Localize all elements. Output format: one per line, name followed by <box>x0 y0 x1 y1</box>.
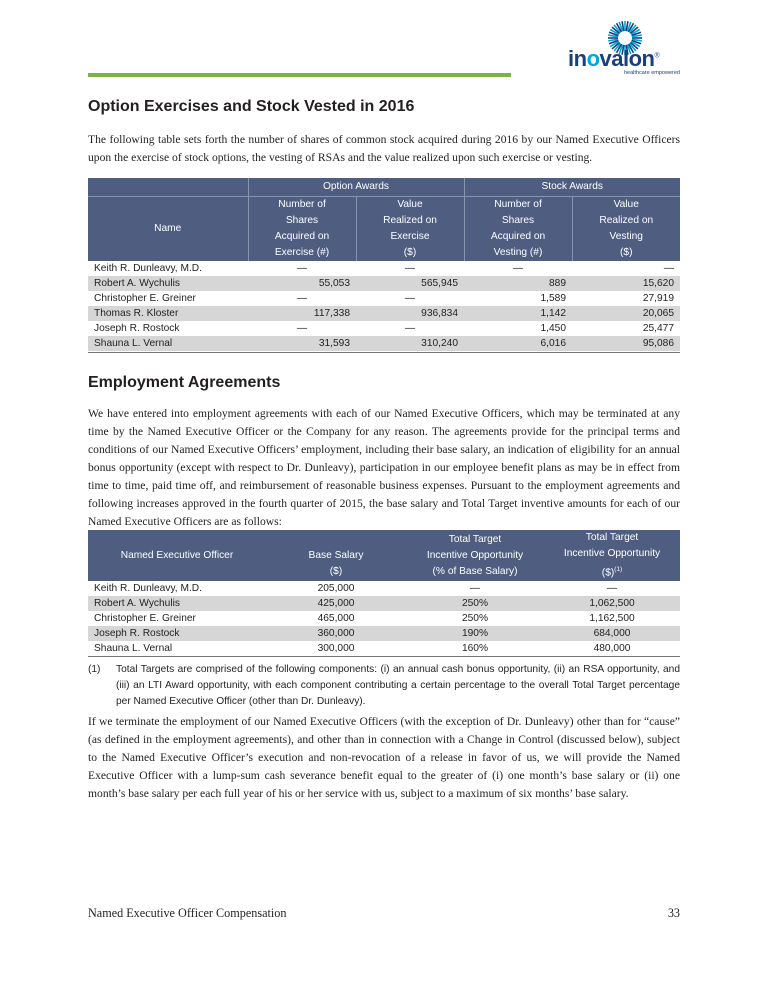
option-exercises-table <box>88 178 680 351</box>
option-value-cell: 565,945 <box>356 276 464 291</box>
footer-section-name: Named Executive Officer Compensation <box>88 906 287 920</box>
table-row <box>88 626 680 641</box>
option-shares-cell: — <box>296 262 308 274</box>
table-row <box>88 321 680 336</box>
option-value-cell: 310,240 <box>356 336 464 351</box>
option-value-cell: — <box>404 262 416 274</box>
col-header-stock-value: Value Realized on Vesting ($) <box>572 196 680 261</box>
col-header-base-salary: Base Salary ($) <box>266 530 406 581</box>
col-header-option-value: Value Realized on Exercise ($) <box>356 196 464 261</box>
stock-value-cell: 20,065 <box>572 306 680 321</box>
stock-shares-cell: 1,142 <box>464 306 572 321</box>
header-spacer <box>88 178 248 196</box>
stock-shares-cell: — <box>512 262 524 274</box>
option-shares-cell: — <box>296 322 308 334</box>
table1-bottom-rule <box>88 352 680 353</box>
target-pct-cell: 250% <box>406 596 544 611</box>
stock-value-cell: 15,620 <box>572 276 680 291</box>
header-green-bar <box>88 73 511 77</box>
inovalon-wordmark: inovalon® <box>568 46 660 71</box>
stock-shares-cell: 6,016 <box>464 336 572 351</box>
stock-value-cell: — <box>663 262 674 274</box>
base-salary-cell: 465,000 <box>317 613 355 625</box>
officer-name: Shauna L. Vernal <box>94 643 173 655</box>
section-title-employment-agreements: Employment Agreements <box>88 374 281 391</box>
stock-value-cell: 95,086 <box>572 336 680 351</box>
target-amount-cell: 1,162,500 <box>589 613 635 625</box>
officer-name: Joseph R. Rostock <box>94 322 180 334</box>
footnote-number: (1) <box>88 664 101 675</box>
officer-name: Shauna L. Vernal <box>88 336 248 351</box>
col-header-option-shares: Number of Shares Acquired on Exercise (#) <box>248 196 356 261</box>
table-row <box>88 291 680 306</box>
table-row <box>88 261 680 276</box>
option-shares-cell: 117,338 <box>248 306 356 321</box>
base-salary-cell: 360,000 <box>266 626 406 641</box>
base-salary-cell: 205,000 <box>317 583 355 595</box>
col-header-target-pct: Total Target Incentive Opportunity (% of Base Salary) <box>406 530 544 581</box>
table-row <box>88 306 680 321</box>
base-salary-table <box>88 530 680 656</box>
officer-name: Joseph R. Rostock <box>88 626 266 641</box>
target-amount-cell: — <box>606 583 618 595</box>
target-pct-cell: 160% <box>461 643 489 655</box>
base-salary-cell: 300,000 <box>317 643 355 655</box>
target-amount-cell: 684,000 <box>544 626 680 641</box>
col-header-target-amount: Total Target Incentive Opportunity ($)$^{(1)}$ <box>544 530 680 581</box>
table-row <box>88 596 680 611</box>
page-number: 33 <box>667 906 680 920</box>
option-shares-cell: 55,053 <box>248 276 356 291</box>
group-header-option-awards: Option Awards <box>248 178 464 196</box>
officer-name: Christopher E. Greiner <box>94 613 196 625</box>
option-value-cell: — <box>404 322 416 334</box>
stock-value-cell: 27,919 <box>642 292 674 304</box>
intro-paragraph: The following table sets forth the number of shares of common stock acquired during 2016 by our Named Executive Officers upon the exercise of stock options, the vesting of RSAs and the value realized upon such exercise or vesting. <box>88 133 680 164</box>
stock-value-cell: 25,477 <box>642 322 674 334</box>
stock-shares-cell: 1,450 <box>540 322 566 334</box>
target-amount-cell: 480,000 <box>593 643 631 655</box>
option-shares-cell: 31,593 <box>248 336 356 351</box>
option-value-cell: 936,834 <box>356 306 464 321</box>
col-header-officer: Named Executive Officer <box>88 530 266 581</box>
employment-paragraph: We have entered into employment agreements with each of our Named Executive Officers, which may be terminated at any time by the Named Executive Officer or the Company for any reason. The agreements provide for the principal terms and conditions of our Named Executive Officers’ employment, including their base salary, an indication of eligibility for an annual bonus opportunity (except with respect to Dr. Dunleavy), participation in our employee benefit plans as may be in effect from time to time, paid time off, and reimbursement of reasonable business expenses. Pursuant to the employment agreements and following increases approved in the fourth quarter of 2015, the base salary and Total Target inventive amounts for each of our Named Executive Officers are as follows: <box>88 407 680 528</box>
base-salary-cell: 425,000 <box>266 596 406 611</box>
officer-name: Christopher E. Greiner <box>94 292 196 304</box>
target-amount-cell: 1,062,500 <box>544 596 680 611</box>
target-pct-cell: 190% <box>406 626 544 641</box>
col-header-stock-shares: Number of Shares Acquired on Vesting (#) <box>464 196 572 261</box>
officer-name: Thomas R. Kloster <box>88 306 248 321</box>
severance-paragraph: If we terminate the employment of our Named Executive Officers (with the exception of Dr. Dunleavy) other than for “cause” (as defined in the employment agreements), and other than in connection with a Change in Control (discussed below), subject to the Named Executive Officer’s execution and non-revocation of a release in favor of us, we will provide the Named Executive Officer with a lump-sum cash severance benefit equal to the greater of (i) one month’s base salary or (ii) one month’s base salary per each full year of his or her service with us, subject to a maximum of six months’ base salary. <box>88 715 680 800</box>
table-row <box>88 276 680 291</box>
table-row <box>88 641 680 656</box>
table-row <box>88 611 680 626</box>
table-row <box>88 581 680 596</box>
stock-shares-cell: 1,589 <box>540 292 566 304</box>
col-header-name: Name <box>88 196 248 261</box>
target-pct-cell: — <box>469 583 481 595</box>
footnote <box>88 662 680 710</box>
table2-bottom-rule <box>88 656 680 657</box>
officer-name: Robert A. Wychulis <box>88 596 266 611</box>
section-title-option-exercises: Option Exercises and Stock Vested in 2016 <box>88 98 415 115</box>
officer-name: Keith R. Dunleavy, M.D. <box>94 262 202 274</box>
stock-shares-cell: 889 <box>464 276 572 291</box>
officer-name: Keith R. Dunleavy, M.D. <box>94 583 202 595</box>
option-value-cell: — <box>404 292 416 304</box>
group-header-stock-awards: Stock Awards <box>464 178 680 196</box>
table-row <box>88 336 680 351</box>
footnote-text: Total Targets are comprised of the following components: (i) an annual cash bonus opportunity, (ii) an RSA opportunity, and (iii) an LTI Award opportunity, with each component contributing a certain percentage to the overall Total Target percentage per Named Executive Officer (other than Dr. Dunleavy). <box>116 664 680 707</box>
target-pct-cell: 250% <box>461 613 489 625</box>
officer-name: Robert A. Wychulis <box>88 276 248 291</box>
option-shares-cell: — <box>296 292 308 304</box>
logo-tagline: healthcare empowered <box>624 70 680 76</box>
